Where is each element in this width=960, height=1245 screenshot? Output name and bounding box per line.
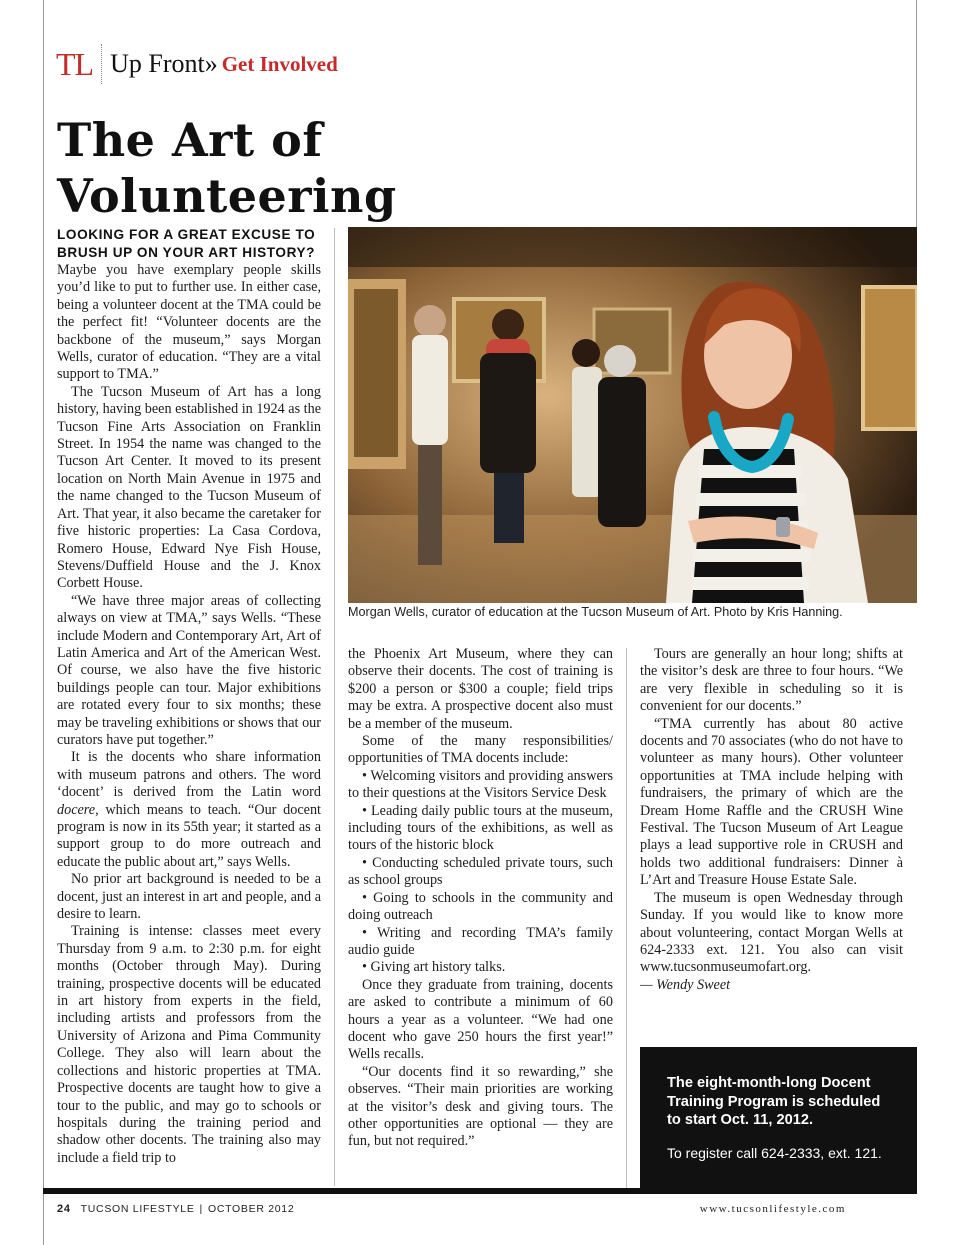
list-item: • Welcoming visitors and providing answers to their questions at the Visitors Service Desk [348, 767, 613, 802]
list-item: • Going to schools in the community and doing outreach [348, 889, 613, 924]
issue-date: OCTOBER 2012 [207, 1203, 295, 1215]
list-item: • Writing and recording TMA’s family audio guide [348, 924, 613, 958]
paragraph-text: , which means to teach. “Our docent program is now in its 55th year; it started as a support group to do more outreach and educate the public about art,” says Wells. [57, 801, 321, 870]
page-edge-left [43, 0, 44, 1245]
promo-register-info: To register call 624-2333, ext. 121. [667, 1144, 882, 1161]
section-label: Up Front» [110, 49, 218, 78]
paragraph: “TMA currently has about 80 active docents and 70 associates (who do not have to volunteer as many hours). Other volunteer opportunities at TMA include helping with fundraisers, the primary of which are the Dream Home Raffle and the CRUSH Wine Festival. The Tucson Museum of Art League plays a lead supportive role in CRUSH and holds two additional fundraisers: Dinner à L’Art and Treasure House Estate Sale. [640, 715, 903, 889]
body-column-2 [348, 646, 613, 1176]
article-headline [57, 112, 397, 224]
paragraph: No prior art background is needed to be a docent, just an interest in art and people, and a desire to learn. [57, 871, 321, 923]
paragraph: Some of the many responsibilities/ opportunities of TMA docents include: [348, 733, 613, 767]
tl-logo: TL [56, 45, 94, 82]
photo-caption: Morgan Wells, curator of education at the Tucson Museum of Art. Photo by Kris Hanning. [348, 605, 843, 619]
gallery-photo-illustration [348, 227, 917, 603]
body-column-3 [640, 646, 903, 1026]
paragraph-text: It is the docents who share information with museum patrons and others. The word ‘docent’ is derived from the Latin word [57, 749, 321, 801]
paragraph: The Tucson Museum of Art has a long history, having been established in 1924 as the Tucson Fine Arts Association on Franklin Street. In 1954 the name was changed to the Tucson Art Center. It moved to its present location on North Main Avenue in 1975 and the name changed to the Tucson Museum of Art. That year, it also became the caretaker for five historic properties: La Casa Cordova, Romero House, Edward Nye Fish House, Stevens/Duffield House and the J. Knox Corbett House. [57, 383, 321, 592]
publication-name: TUCSON LIFESTYLE [80, 1203, 195, 1215]
promo-headline: The eight-month-long Docent Training Program is scheduled to start Oct. 11, 2012. [667, 1075, 881, 1128]
paragraph: the Phoenix Art Museum, where they can observe their docents. The cost of training is $200 a person or $300 a couple; field trips may be extra. A prospective docent also must be a member of the museum. [348, 646, 613, 732]
headline-line-2: Volunteering [57, 169, 397, 223]
masthead-divider [101, 44, 103, 84]
paragraph: “Our docents find it so rewarding,” she observes. “Their main priorities are working at the visitor’s desk and giving tours. The other opportunities are optional — they are fun, but not required.” [348, 1063, 613, 1150]
headline-line-1: The Art of [57, 113, 323, 167]
feature-photo [348, 227, 917, 603]
footer-rule [43, 1188, 917, 1194]
paragraph: Tours are generally an hour long; shifts at the visitor’s desk are three to four hours. “We are very flexible in scheduling so it is convenient for our docents.” [640, 646, 903, 715]
masthead [56, 42, 338, 86]
body-column-1 [57, 226, 321, 1176]
lead-in: LOOKING FOR A GREAT EXCUSE TO BRUSH UP ON YOUR ART HISTORY? [57, 227, 316, 260]
list-item: • Giving art history talks. [362, 959, 506, 976]
column-rule [334, 228, 335, 1186]
column-rule [626, 648, 627, 1188]
page-number: 24 [57, 1203, 71, 1215]
list-item: • Conducting scheduled private tours, such as school groups [348, 854, 613, 889]
subsection-label: Get Involved [221, 51, 338, 76]
paragraph: Training is intense: classes meet every Thursday from 9 a.m. to 2:30 p.m. for eight months (October through May). During training, prospective docents will be educated in art history from experts in the field, including artists and professors from the University of Arizona and Pima Community College. They also will learn about the collections and historic properties at TMA. Prospective docents are taught how to give a tour to the public, and may go to schools or hospitals during the training period and shadow other docents. The training also may include a field trip to [57, 923, 321, 1166]
paragraph: The museum is open Wednesday through Sunday. If you would like to know more about volunteering, contact Morgan Wells at 624-2333 ext. 121. You also can visit www.tucsonmuseumofart.org. [640, 889, 903, 976]
footer-separator: | [199, 1203, 203, 1215]
latin-term: docere [57, 801, 96, 818]
page-footer [57, 1203, 294, 1215]
paragraph: “We have three major areas of collecting always on view at TMA,” says Wells. “These include Modern and Contemporary Art, Art of Latin America and Art of the American West. Of course, we also have the five historic buildings people can tour. Major exhibitions are rotated every four to six months; these may be traveling exhibitions or shows that our curators have put together.” [57, 592, 321, 748]
docent-training-promo [640, 1047, 917, 1192]
paragraph: Once they graduate from training, docents are asked to contribute a minimum of 60 hours a year as a volunteer. “We had one docent who gave 250 hours the first year!” Wells recalls. [348, 976, 613, 1063]
paragraph [57, 749, 321, 871]
page-edge-right [916, 0, 917, 228]
list-item: • Leading daily public tours at the museum, including tours of the exhibitions, as well as tours of the historic block [348, 802, 613, 854]
author-byline: — Wendy Sweet [640, 976, 731, 993]
paragraph: Maybe you have exemplary people skills you’d like to put to further use. In either case, being a volunteer docent at the TMA could be the perfect fit! “Volunteer docents are the backbone of the museum,” says Morgan Wells, curator of education. “They are a vital support to TMA.” [57, 262, 321, 383]
website-url: www.tucsonlifestyle.com [699, 1203, 846, 1215]
